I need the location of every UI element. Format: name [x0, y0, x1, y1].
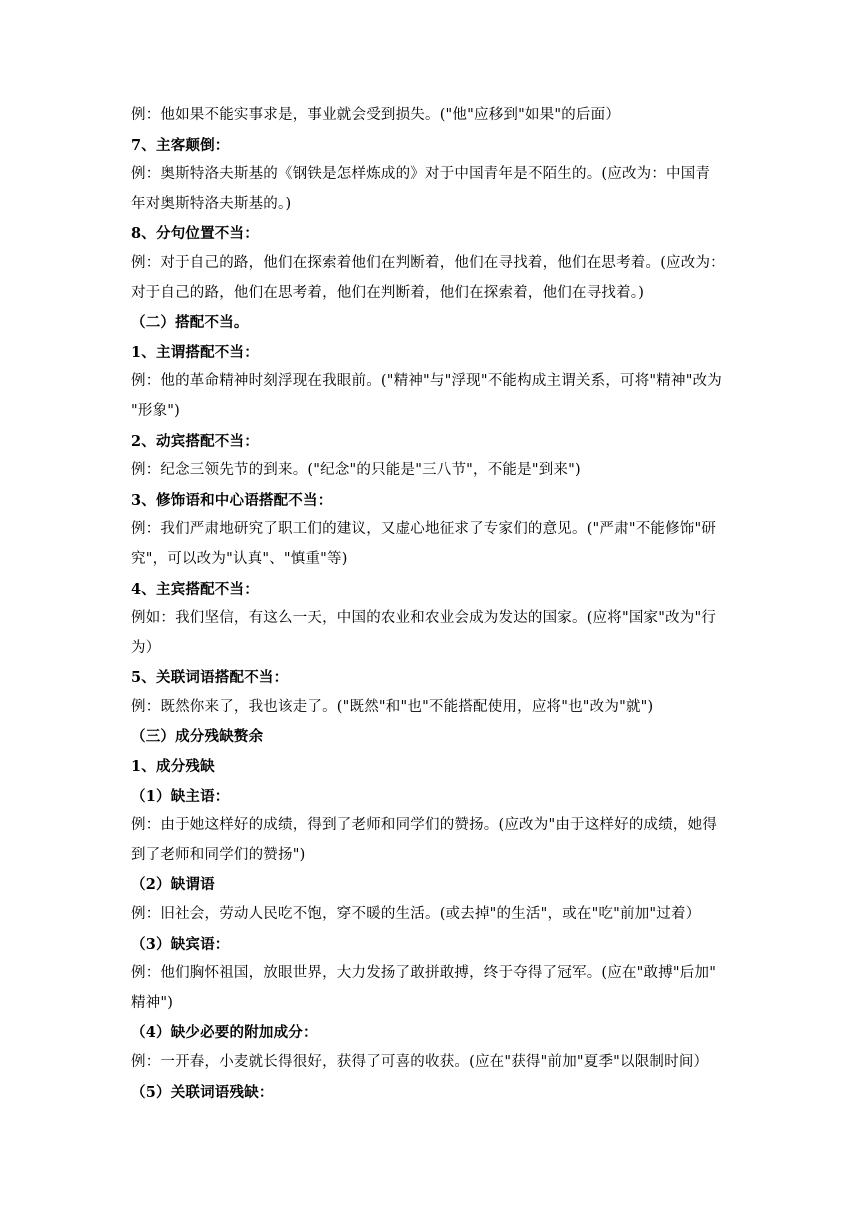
example-line: 例：奥斯特洛夫斯基的《钢铁是怎样炼成的》对于中国青年是不陌生的。(应改为：中国青	[131, 166, 711, 183]
subsection-heading: （5）关联词语残缺：	[131, 1083, 274, 1101]
chapter-heading: （三）成分残缺赘余	[131, 728, 264, 746]
example-line: 例：纪念三领先节的到来。("纪念"的只能是"三八节"，不能是"到来")	[131, 462, 581, 479]
example-line-continued: 为）	[131, 639, 161, 656]
section-heading: 4、主宾搭配不当：	[131, 580, 259, 598]
section-heading: 8、分句位置不当：	[131, 225, 259, 243]
section-heading: 2、动宾搭配不当：	[131, 432, 259, 450]
example-line: 例：对于自己的路，他们在探索着他们在判断着，他们在寻找着，他们在思考着。(应改为：	[131, 254, 725, 271]
example-line: 例：他如果不能实事求是，事业就会受到损失。("他"应移到"如果"的后面）	[131, 107, 621, 123]
example-line-continued: 对于自己的路，他们在思考着，他们在判断着，他们在探索着，他们在寻找着。)	[131, 284, 645, 301]
document-body	[131, 101, 733, 1107]
example-line: 例：一开春，小麦就长得很好，获得了可喜的收获。(应在"获得"前加"夏季"以限制时间）	[131, 1054, 709, 1070]
example-line: 例如：我们坚信，有这么一天，中国的农业和农业会成为发达的国家。(应将"国家"改为"行	[131, 610, 717, 627]
section-heading: 5、关联词语搭配不当：	[131, 669, 289, 687]
example-line: 例：他们胸怀祖国，放眼世界，大力发扬了敢拼敢搏，终于夺得了冠军。(应在"敢搏"后加"	[131, 965, 717, 982]
example-line-continued: 到了老师和同学们的赞扬")	[131, 846, 306, 863]
section-heading: 3、修饰语和中心语搭配不当：	[131, 491, 333, 509]
subsection-heading: （1）缺主语：	[131, 787, 230, 805]
section-heading: 1、成分残缺	[131, 758, 215, 776]
example-line: 例：我们严肃地研究了职工们的建议，又虚心地征求了专家们的意见。("严肃"不能修饰"研	[131, 521, 717, 538]
section-heading: 7、主客颠倒：	[131, 136, 230, 154]
subsection-heading: （3）缺宾语：	[131, 935, 230, 953]
example-line: 例：由于她这样好的成绩，得到了老师和同学们的赞扬。(应改为"由于这样好的成绩，她得	[131, 817, 718, 834]
subsection-heading: （2）缺谓语	[131, 876, 215, 894]
example-line-continued: 究"，可以改为"认真"、"慎重"等)	[131, 550, 348, 567]
section-heading: 1、主谓搭配不当：	[131, 343, 259, 361]
example-line: 例：旧社会，劳动人民吃不饱，穿不暖的生活。(或去掉"的生活"，或在"吃"前加"过着）	[131, 906, 701, 923]
example-line: 例：他的革命精神时刻浮现在我眼前。("精神"与"浮现"不能构成主谓关系，可将"精神"改为	[131, 373, 722, 390]
subsection-heading: （4）缺少必要的附加成分：	[131, 1024, 318, 1042]
example-line: 例：既然你来了，我也该走了。("既然"和"也"不能搭配使用，应将"也"改为"就")	[131, 698, 654, 715]
example-line-continued: 年对奥斯特洛夫斯基的。)	[131, 195, 292, 212]
example-line-continued: "形象")	[131, 402, 180, 419]
example-line-continued: 精神")	[131, 994, 174, 1011]
chapter-heading: （二）搭配不当。	[131, 314, 249, 332]
